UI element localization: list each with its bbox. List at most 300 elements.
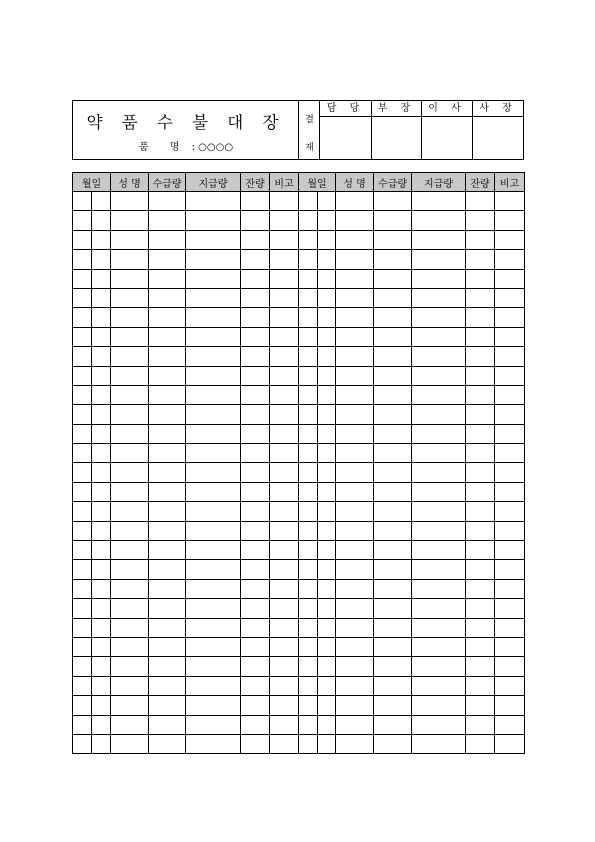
month-cell[interactable] [73,327,92,346]
issued-cell[interactable] [186,715,241,734]
remarks-cell[interactable] [270,560,299,579]
balance-cell[interactable] [466,308,495,327]
name-cell[interactable] [111,230,149,249]
issued-cell[interactable] [412,308,466,327]
issued-cell[interactable] [412,482,466,501]
month-cell[interactable] [73,482,92,501]
day-cell[interactable] [92,637,111,656]
remarks-cell[interactable] [270,579,299,598]
issued-cell[interactable] [412,230,466,249]
month-cell[interactable] [299,385,318,404]
day-cell[interactable] [92,502,111,521]
balance-cell[interactable] [241,521,270,540]
month-cell[interactable] [73,599,92,618]
name-cell[interactable] [111,715,149,734]
day-cell[interactable] [318,637,336,656]
remarks-cell[interactable] [495,599,525,618]
issued-cell[interactable] [186,269,241,288]
received-cell[interactable] [149,385,186,404]
name-cell[interactable] [336,463,374,482]
received-cell[interactable] [149,618,186,637]
day-cell[interactable] [318,560,336,579]
remarks-cell[interactable] [495,541,525,560]
remarks-cell[interactable] [270,734,299,753]
balance-cell[interactable] [466,327,495,346]
issued-cell[interactable] [186,599,241,618]
balance-cell[interactable] [241,696,270,715]
issued-cell[interactable] [186,366,241,385]
balance-cell[interactable] [241,657,270,676]
remarks-cell[interactable] [495,696,525,715]
day-cell[interactable] [318,521,336,540]
balance-cell[interactable] [466,211,495,230]
received-cell[interactable] [374,192,412,211]
day-cell[interactable] [318,230,336,249]
issued-cell[interactable] [186,347,241,366]
name-cell[interactable] [111,444,149,463]
remarks-cell[interactable] [270,424,299,443]
month-cell[interactable] [73,366,92,385]
remarks-cell[interactable] [495,521,525,540]
name-cell[interactable] [336,405,374,424]
issued-cell[interactable] [186,211,241,230]
month-cell[interactable] [299,541,318,560]
remarks-cell[interactable] [270,618,299,637]
issued-cell[interactable] [186,192,241,211]
day-cell[interactable] [92,250,111,269]
day-cell[interactable] [92,560,111,579]
balance-cell[interactable] [241,579,270,598]
remarks-cell[interactable] [270,599,299,618]
received-cell[interactable] [374,734,412,753]
month-cell[interactable] [299,482,318,501]
balance-cell[interactable] [241,192,270,211]
remarks-cell[interactable] [495,269,525,288]
issued-cell[interactable] [412,269,466,288]
name-cell[interactable] [111,502,149,521]
remarks-cell[interactable] [270,696,299,715]
day-cell[interactable] [92,327,111,346]
month-cell[interactable] [299,579,318,598]
month-cell[interactable] [299,288,318,307]
remarks-cell[interactable] [495,560,525,579]
month-cell[interactable] [299,676,318,695]
received-cell[interactable] [374,502,412,521]
received-cell[interactable] [374,211,412,230]
name-cell[interactable] [111,696,149,715]
balance-cell[interactable] [241,637,270,656]
issued-cell[interactable] [186,541,241,560]
month-cell[interactable] [73,405,92,424]
issued-cell[interactable] [412,560,466,579]
remarks-cell[interactable] [270,211,299,230]
day-cell[interactable] [318,385,336,404]
balance-cell[interactable] [466,405,495,424]
remarks-cell[interactable] [270,366,299,385]
balance-cell[interactable] [466,347,495,366]
issued-cell[interactable] [186,482,241,501]
month-cell[interactable] [299,366,318,385]
received-cell[interactable] [374,657,412,676]
name-cell[interactable] [336,579,374,598]
balance-cell[interactable] [466,482,495,501]
received-cell[interactable] [374,599,412,618]
month-cell[interactable] [299,250,318,269]
balance-cell[interactable] [241,424,270,443]
name-cell[interactable] [336,444,374,463]
balance-cell[interactable] [466,385,495,404]
issued-cell[interactable] [412,288,466,307]
balance-cell[interactable] [241,618,270,637]
remarks-cell[interactable] [495,676,525,695]
month-cell[interactable] [299,230,318,249]
balance-cell[interactable] [466,521,495,540]
received-cell[interactable] [374,618,412,637]
day-cell[interactable] [318,211,336,230]
name-cell[interactable] [111,618,149,637]
day-cell[interactable] [318,734,336,753]
month-cell[interactable] [73,385,92,404]
day-cell[interactable] [318,288,336,307]
remarks-cell[interactable] [270,250,299,269]
received-cell[interactable] [149,696,186,715]
name-cell[interactable] [336,327,374,346]
balance-cell[interactable] [241,599,270,618]
day-cell[interactable] [318,192,336,211]
day-cell[interactable] [318,308,336,327]
received-cell[interactable] [149,269,186,288]
month-cell[interactable] [299,521,318,540]
name-cell[interactable] [336,560,374,579]
issued-cell[interactable] [186,463,241,482]
balance-cell[interactable] [241,463,270,482]
balance-cell[interactable] [466,676,495,695]
issued-cell[interactable] [412,327,466,346]
name-cell[interactable] [336,250,374,269]
balance-cell[interactable] [241,734,270,753]
remarks-cell[interactable] [495,444,525,463]
received-cell[interactable] [374,444,412,463]
issued-cell[interactable] [186,676,241,695]
issued-cell[interactable] [186,288,241,307]
month-cell[interactable] [73,541,92,560]
day-cell[interactable] [92,715,111,734]
issued-cell[interactable] [412,521,466,540]
received-cell[interactable] [374,463,412,482]
balance-cell[interactable] [466,250,495,269]
day-cell[interactable] [92,463,111,482]
day-cell[interactable] [92,405,111,424]
month-cell[interactable] [73,696,92,715]
received-cell[interactable] [374,327,412,346]
day-cell[interactable] [92,599,111,618]
month-cell[interactable] [299,347,318,366]
remarks-cell[interactable] [270,463,299,482]
name-cell[interactable] [336,230,374,249]
issued-cell[interactable] [186,230,241,249]
month-cell[interactable] [299,502,318,521]
day-cell[interactable] [92,521,111,540]
received-cell[interactable] [149,288,186,307]
balance-cell[interactable] [466,288,495,307]
day-cell[interactable] [318,250,336,269]
received-cell[interactable] [149,405,186,424]
name-cell[interactable] [336,637,374,656]
issued-cell[interactable] [412,676,466,695]
day-cell[interactable] [318,366,336,385]
remarks-cell[interactable] [495,288,525,307]
name-cell[interactable] [336,502,374,521]
balance-cell[interactable] [466,192,495,211]
day-cell[interactable] [92,347,111,366]
day-cell[interactable] [92,676,111,695]
issued-cell[interactable] [412,696,466,715]
received-cell[interactable] [149,192,186,211]
remarks-cell[interactable] [270,327,299,346]
day-cell[interactable] [92,734,111,753]
received-cell[interactable] [149,676,186,695]
received-cell[interactable] [374,347,412,366]
day-cell[interactable] [92,444,111,463]
day-cell[interactable] [92,211,111,230]
day-cell[interactable] [318,424,336,443]
issued-cell[interactable] [412,502,466,521]
month-cell[interactable] [299,327,318,346]
name-cell[interactable] [336,288,374,307]
balance-cell[interactable] [466,599,495,618]
received-cell[interactable] [374,696,412,715]
day-cell[interactable] [318,463,336,482]
balance-cell[interactable] [466,637,495,656]
balance-cell[interactable] [241,211,270,230]
received-cell[interactable] [374,308,412,327]
name-cell[interactable] [336,192,374,211]
name-cell[interactable] [336,696,374,715]
month-cell[interactable] [299,463,318,482]
issued-cell[interactable] [186,618,241,637]
sign-box-staff[interactable] [320,101,371,159]
month-cell[interactable] [73,734,92,753]
month-cell[interactable] [73,618,92,637]
remarks-cell[interactable] [270,637,299,656]
name-cell[interactable] [336,715,374,734]
received-cell[interactable] [149,599,186,618]
name-cell[interactable] [336,521,374,540]
day-cell[interactable] [92,424,111,443]
received-cell[interactable] [374,560,412,579]
issued-cell[interactable] [186,637,241,656]
name-cell[interactable] [336,676,374,695]
issued-cell[interactable] [412,599,466,618]
balance-cell[interactable] [466,618,495,637]
received-cell[interactable] [149,211,186,230]
day-cell[interactable] [92,192,111,211]
name-cell[interactable] [336,211,374,230]
day-cell[interactable] [318,696,336,715]
issued-cell[interactable] [186,696,241,715]
issued-cell[interactable] [186,308,241,327]
issued-cell[interactable] [412,734,466,753]
issued-cell[interactable] [186,385,241,404]
balance-cell[interactable] [241,405,270,424]
balance-cell[interactable] [241,715,270,734]
balance-cell[interactable] [466,696,495,715]
name-cell[interactable] [111,211,149,230]
remarks-cell[interactable] [495,405,525,424]
day-cell[interactable] [318,482,336,501]
day-cell[interactable] [92,269,111,288]
name-cell[interactable] [111,405,149,424]
received-cell[interactable] [149,327,186,346]
balance-cell[interactable] [241,541,270,560]
received-cell[interactable] [149,444,186,463]
received-cell[interactable] [149,560,186,579]
issued-cell[interactable] [412,211,466,230]
received-cell[interactable] [149,424,186,443]
name-cell[interactable] [336,618,374,637]
balance-cell[interactable] [466,579,495,598]
issued-cell[interactable] [412,405,466,424]
month-cell[interactable] [73,444,92,463]
month-cell[interactable] [299,405,318,424]
issued-cell[interactable] [412,463,466,482]
remarks-cell[interactable] [495,657,525,676]
remarks-cell[interactable] [495,366,525,385]
balance-cell[interactable] [241,269,270,288]
received-cell[interactable] [374,637,412,656]
received-cell[interactable] [374,541,412,560]
day-cell[interactable] [318,618,336,637]
sign-box-president[interactable] [472,101,523,159]
remarks-cell[interactable] [270,482,299,501]
received-cell[interactable] [149,308,186,327]
received-cell[interactable] [374,424,412,443]
name-cell[interactable] [336,347,374,366]
remarks-cell[interactable] [495,347,525,366]
month-cell[interactable] [73,211,92,230]
received-cell[interactable] [149,579,186,598]
name-cell[interactable] [111,269,149,288]
remarks-cell[interactable] [270,192,299,211]
balance-cell[interactable] [466,424,495,443]
remarks-cell[interactable] [495,385,525,404]
day-cell[interactable] [318,541,336,560]
name-cell[interactable] [111,734,149,753]
balance-cell[interactable] [241,250,270,269]
remarks-cell[interactable] [495,715,525,734]
name-cell[interactable] [111,579,149,598]
remarks-cell[interactable] [270,347,299,366]
name-cell[interactable] [336,541,374,560]
received-cell[interactable] [149,230,186,249]
month-cell[interactable] [299,192,318,211]
day-cell[interactable] [92,366,111,385]
month-cell[interactable] [299,444,318,463]
name-cell[interactable] [336,269,374,288]
issued-cell[interactable] [186,250,241,269]
received-cell[interactable] [374,366,412,385]
received-cell[interactable] [149,521,186,540]
name-cell[interactable] [111,385,149,404]
month-cell[interactable] [73,250,92,269]
issued-cell[interactable] [412,541,466,560]
name-cell[interactable] [111,424,149,443]
remarks-cell[interactable] [270,502,299,521]
remarks-cell[interactable] [495,308,525,327]
name-cell[interactable] [336,308,374,327]
issued-cell[interactable] [186,444,241,463]
balance-cell[interactable] [466,734,495,753]
balance-cell[interactable] [466,715,495,734]
received-cell[interactable] [374,715,412,734]
sign-box-director[interactable] [421,101,472,159]
month-cell[interactable] [299,696,318,715]
month-cell[interactable] [299,269,318,288]
received-cell[interactable] [374,250,412,269]
received-cell[interactable] [149,463,186,482]
name-cell[interactable] [111,541,149,560]
balance-cell[interactable] [241,444,270,463]
day-cell[interactable] [92,385,111,404]
balance-cell[interactable] [241,482,270,501]
remarks-cell[interactable] [495,230,525,249]
name-cell[interactable] [111,463,149,482]
day-cell[interactable] [92,579,111,598]
balance-cell[interactable] [466,230,495,249]
issued-cell[interactable] [186,579,241,598]
balance-cell[interactable] [241,288,270,307]
remarks-cell[interactable] [270,385,299,404]
month-cell[interactable] [299,211,318,230]
remarks-cell[interactable] [495,327,525,346]
remarks-cell[interactable] [495,637,525,656]
remarks-cell[interactable] [495,502,525,521]
month-cell[interactable] [73,676,92,695]
name-cell[interactable] [336,366,374,385]
issued-cell[interactable] [186,327,241,346]
balance-cell[interactable] [466,366,495,385]
month-cell[interactable] [299,424,318,443]
remarks-cell[interactable] [495,618,525,637]
issued-cell[interactable] [412,192,466,211]
balance-cell[interactable] [241,502,270,521]
balance-cell[interactable] [241,347,270,366]
day-cell[interactable] [92,482,111,501]
received-cell[interactable] [149,541,186,560]
day-cell[interactable] [318,444,336,463]
day-cell[interactable] [318,347,336,366]
month-cell[interactable] [299,560,318,579]
remarks-cell[interactable] [270,541,299,560]
issued-cell[interactable] [412,618,466,637]
received-cell[interactable] [374,230,412,249]
balance-cell[interactable] [241,308,270,327]
remarks-cell[interactable] [495,192,525,211]
balance-cell[interactable] [466,502,495,521]
issued-cell[interactable] [412,250,466,269]
received-cell[interactable] [149,502,186,521]
name-cell[interactable] [111,482,149,501]
day-cell[interactable] [318,599,336,618]
issued-cell[interactable] [412,366,466,385]
received-cell[interactable] [149,657,186,676]
received-cell[interactable] [374,521,412,540]
remarks-cell[interactable] [270,288,299,307]
day-cell[interactable] [92,618,111,637]
issued-cell[interactable] [186,560,241,579]
received-cell[interactable] [149,250,186,269]
day-cell[interactable] [92,657,111,676]
